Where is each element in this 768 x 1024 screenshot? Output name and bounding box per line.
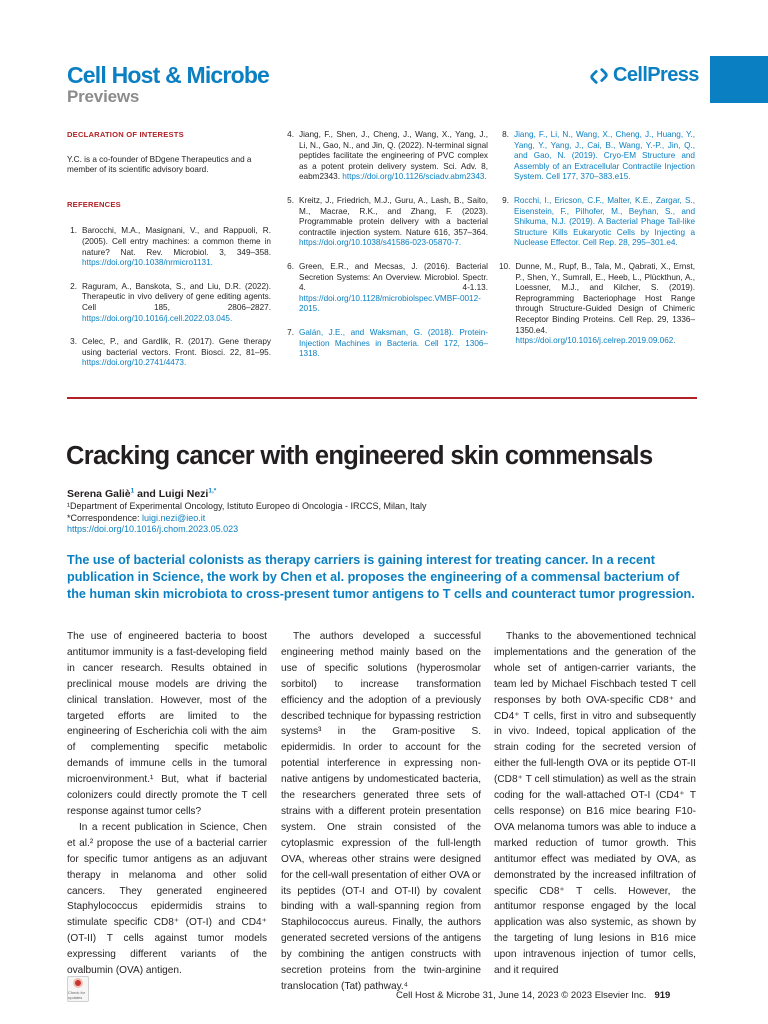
reference-item bbox=[499, 262, 695, 347]
reference-number: 10. bbox=[499, 261, 511, 271]
correspondence-label: *Correspondence: bbox=[67, 512, 143, 523]
reference-link[interactable]: Rocchi, I., Ericson, C.F., Malter, K.E., Zargar, S., Eisenstein, F., Pilhofer, M., Beyhan, S., and Shikuma, N.J. (2019). A Bacterial Phage Tail-like Structure Kills Eukaryotic Cells by Injecting a Nuclease Effector. Cell Rep. 28, 295–301.e4. bbox=[514, 195, 695, 248]
references-heading: REFERENCES bbox=[67, 199, 121, 209]
reference-number: 9. bbox=[502, 195, 509, 205]
reference-item bbox=[284, 262, 488, 315]
body-column-1 bbox=[67, 629, 267, 979]
reference-item bbox=[499, 196, 695, 249]
body-column-3 bbox=[494, 629, 696, 979]
publisher-name: CellPress bbox=[613, 64, 699, 86]
page-number: 919 bbox=[654, 990, 671, 1001]
journal-section: Previews bbox=[67, 87, 140, 106]
body-paragraph: The use of engineered bacteria to boost antitumor immunity is a fast-developing field in cancer research. Results obtained in preclinical mouse models are driving the clinical translation. However, most of the targeted efforts are limited to the engineering of Escherichia coli with the aim of complementing specific metabolic demands of immune cells in the tumoral microenvironment.¹ But, what if bacterial colonizers could directly promote the T cell response against tumor cells? bbox=[67, 631, 267, 817]
reference-number: 6. bbox=[287, 261, 294, 271]
reference-number: 7. bbox=[287, 327, 294, 337]
reference-text: Green, E.R., and Mecsas, J. (2016). Bacterial Secretion Systems: An Overview. Microbiol. Spectr. 4. 4-1.13. bbox=[299, 261, 488, 293]
references-column-1 bbox=[67, 130, 271, 382]
declaration-heading: DECLARATION OF INTERESTS bbox=[67, 130, 184, 139]
reference-link[interactable]: Galán, J.E., and Waksman, G. (2018). Protein-Injection Machines in Bacteria. Cell 172, 1306–1318. bbox=[299, 327, 488, 359]
author-conjunction: and bbox=[134, 488, 159, 500]
page-footer bbox=[396, 990, 670, 1001]
correspondence-email-link[interactable]: luigi.nezi@ieo.it bbox=[142, 512, 206, 523]
reference-link[interactable]: https://doi.org/10.1126/sciadv.abm2343. bbox=[342, 172, 487, 182]
reference-text: Barocchi, M.A., Masignani, V., and Rappuoli, R. (2005). Cell entry machines: a common theme in nature? Nat. Rev. Microbiol. 3, 349–358. bbox=[82, 226, 271, 257]
author-name[interactable]: Serena Galiè bbox=[67, 488, 131, 500]
affiliation-block bbox=[67, 501, 427, 536]
reference-item bbox=[499, 130, 695, 183]
reference-item bbox=[284, 130, 488, 183]
reference-number: 5. bbox=[287, 195, 294, 205]
doi-link[interactable]: https://doi.org/10.1016/j.chom.2023.05.023 bbox=[67, 524, 239, 534]
reference-link[interactable]: https://doi.org/10.1016/j.celrep.2019.09.062. bbox=[515, 336, 676, 346]
declaration-text: Y.C. is a co-founder of BDgene Therapeutics and a member of its scientific advisory board. bbox=[67, 154, 252, 175]
body-paragraph: Thanks to the abovementioned technical implementations and the generation of the whole set of antigen-carrier variants, the team led by Michael Fischbach tested T cell responses by both OVA-specific CD8⁺ and CD4⁺ T cells, first in vitro and subsequently in vivo. Indeed, topical application of the strain coding for the secreted version of either the full-length OVA or its peptide OT-II (CD8⁺ T cell stimulation) as well as the strain coding for the wall-attached OT-I (CD4⁺ T cells response) on B16 mice bearing F10-OVA melanoma tumors was able to induce a marked reduction of tumor growth. This antitumor effect was mediated by OVA, as demonstrated by the increased infiltration of specific CD8⁺ T cells. However, the antitumor response engaged by the local application was also systemic, as shown by the targeting of lung lesions in B16 mice upon intravenous injection of tumor cells, and it required bbox=[494, 631, 696, 977]
badge-label: Check for updates bbox=[68, 990, 86, 1000]
body-paragraph: In a recent publication in Science, Chen et al.² propose the use of a bacterial carrier for specific tumor antigens as an adjuvant therapy in melanoma and other solid cancers. They generated engineered Staphylococcus epidermidis strains to stimulate specific CD8⁺ (OT-I) and CD4⁺ (OT-II) T cells against tumor models expressing different variants of the ovalbumin (OVA) antigen. bbox=[67, 821, 267, 977]
affiliation-text: ¹Department of Experimental Oncology, Istituto Europeo di Oncologia - IRCCS, Milan, Italy bbox=[67, 501, 427, 511]
reference-item bbox=[67, 226, 271, 268]
check-for-updates-button[interactable] bbox=[67, 976, 89, 1002]
author-name[interactable]: Luigi Nezi bbox=[158, 488, 209, 500]
reference-text: Raguram, A., Banskota, S., and Liu, D.R. (2022). Therapeutic in vivo delivery of gene editing agents. Cell 185, 2806–2827. bbox=[82, 281, 271, 312]
reference-text: Dunne, M., Rupf, B., Tala, M., Qabrati, X., Ernst, P., Shen, Y., Sumrall, E., Heeb, L., Plückthun, A., Loessner, M.J., and Kilcher, S. (2019). Reprogramming Bacteriophage Host Range through Structure-Guided Design of Chimeric Receptor Binding Proteins. Cell Rep. 29, 1336–1350.e4. bbox=[515, 261, 695, 335]
article-title: Cracking cancer with engineered skin commensals bbox=[66, 442, 653, 470]
reference-link[interactable]: https://doi.org/10.2741/4473. bbox=[82, 358, 187, 368]
reference-text: Kreitz, J., Friedrich, M.J., Guru, A., Lash, B., Saito, M., Macrae, R.K., and Zhang, F. (2023). Programmable protein delivery with a bacterial contractile injection system. Nature 616, 357–364. bbox=[299, 195, 488, 237]
abstract: The use of bacterial colonists as therapy carriers is gaining interest for treating cancer. In a recent publication in Science, the work by Chen et al. proposes the engineering of a commensal bacterium of the human skin microbiota to cross-present tumor antigens to T cells and counteract tumor progression. bbox=[67, 553, 695, 601]
journal-title: Cell Host & Microbe bbox=[67, 62, 270, 88]
corner-tab bbox=[710, 56, 768, 103]
author-line bbox=[67, 488, 216, 500]
reference-number: 3. bbox=[70, 337, 77, 347]
reference-link[interactable]: https://doi.org/10.1038/s41586-023-05870-7. bbox=[299, 238, 462, 248]
reference-text: Jiang, F., Shen, J., Cheng, J., Wang, X., Yang, J., Li, N., Gao, N., and Jin, Q. (2022). N-terminal signal peptides facilitate the engineering of PVC complex as a potent protein delivery system. Sci. Adv. 8, eabm2343. bbox=[299, 130, 488, 182]
reference-number: 2. bbox=[70, 281, 77, 291]
reference-text: Celec, P., and Gardlik, R. (2017). Gene therapy using bacterial vectors. Front. Biosci. 22, 81–95. bbox=[82, 337, 271, 357]
reference-number: 1. bbox=[70, 226, 77, 236]
reference-link[interactable]: https://doi.org/10.1016/j.cell.2022.03.045. bbox=[82, 313, 233, 323]
reference-item bbox=[67, 337, 271, 369]
body-column-2 bbox=[281, 629, 481, 995]
references-column-2 bbox=[284, 130, 488, 373]
cellpress-logo-icon bbox=[588, 65, 610, 87]
author-affiliation-mark: 1 bbox=[130, 487, 135, 495]
reference-link[interactable]: Jiang, F., Li, N., Wang, X., Cheng, J., Huang, Y., Yang, Y., Yang, J., Cai, B., Wang, Y.-P., Jin, Q., and Gao, N. (2019). Cryo-EM Structure and Assembly of an Extracellular Contractile Injection System. Cell 177, 370–383.e15. bbox=[514, 130, 695, 182]
references-column-3 bbox=[499, 130, 695, 360]
reference-number: 8. bbox=[502, 130, 509, 139]
update-badge-icon bbox=[73, 978, 83, 988]
reference-link[interactable]: https://doi.org/10.1038/nrmicro1131. bbox=[82, 258, 213, 268]
reference-item bbox=[284, 196, 488, 249]
reference-link[interactable]: https://doi.org/10.1128/microbiolspec.VMBF-0012-2015. bbox=[299, 293, 481, 314]
body-paragraph: The authors developed a successful engineering method mainly based on the use of specific solutions (hyperosmolar sorbitol) to increase transformation efficiency and the adoption of a previously described technique for bypassing restriction systems³ in the Gram-positive S. epidermidis. In order to account for the potential interference in expressing non-native antigens by undomesticated bacteria, the researchers generated three sets of strains with a different protein presentation system. One strain consisted of the cytoplasmic expression of the full-length OVA, whereas other strains were designed for the cell-wall presentation of either OVA or its peptides (OT-I and OT-II) by covalent binding with a wall-spanning region from Staphilococcus aureus. Finally, the authors generated secreted versions of the antigens by combining the antigen constructs with secretion proteins from the twin-arginine translocation (Tat) pathway.⁴ bbox=[281, 631, 481, 992]
section-divider bbox=[67, 397, 697, 399]
reference-item bbox=[67, 282, 271, 324]
publisher-logo[interactable] bbox=[588, 64, 699, 87]
footer-citation: Cell Host & Microbe 31, June 14, 2023 © 2023 Elsevier Inc. bbox=[396, 990, 647, 1001]
reference-number: 4. bbox=[287, 130, 294, 139]
reference-item bbox=[284, 328, 488, 360]
author-affiliation-mark: 1,* bbox=[208, 487, 217, 495]
